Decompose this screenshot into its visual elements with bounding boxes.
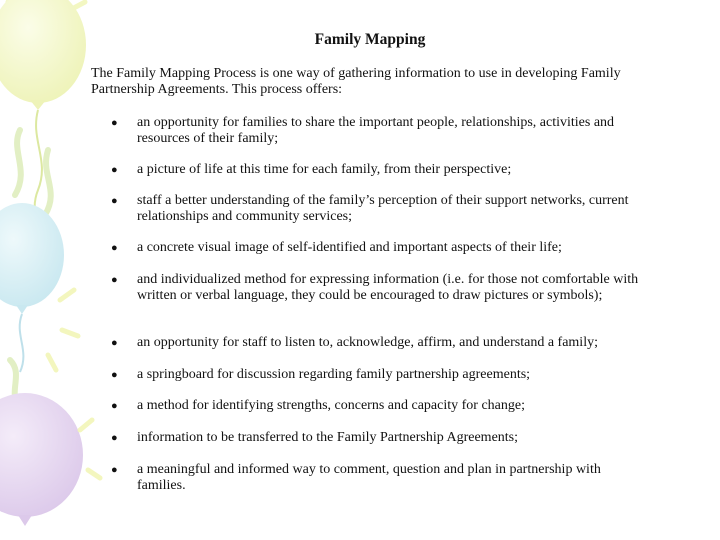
list-item — [111, 335, 651, 351]
bullet-text: a springboard for discussion regarding family partnership agreements; — [137, 367, 531, 382]
bullet-icon: ● — [111, 464, 118, 476]
bullet-text: a method for identifying strengths, concerns and capacity for change; — [137, 398, 525, 413]
bullet-icon: ● — [111, 337, 118, 349]
bullet-icon: ● — [111, 400, 118, 412]
list-item — [111, 430, 651, 446]
list-item — [111, 115, 651, 147]
bullet-icon: ● — [111, 369, 118, 381]
list-item — [111, 193, 651, 225]
bullet-text: and individualized method for expressing information (i.e. for those not comfortable with written or verbal language, they could be encouraged to draw pictures or symbols); — [137, 272, 639, 303]
bullet-text: staff a better understanding of the family’s perception of their support networks, current relationships and community services; — [137, 193, 629, 224]
list-item — [111, 398, 651, 414]
bullet-icon: ● — [111, 164, 118, 176]
page-title: Family Mapping — [314, 31, 426, 48]
list-item — [111, 240, 651, 256]
bullet-text: information to be transferred to the Family Partnership Agreements; — [137, 430, 519, 445]
list-item — [111, 462, 651, 494]
bullet-text: an opportunity for staff to listen to, acknowledge, affirm, and understand a family; — [137, 335, 598, 350]
bullet-icon: ● — [111, 242, 118, 254]
bullet-text: a picture of life at this time for each family, from their perspective; — [137, 162, 512, 177]
bullet-icon: ● — [111, 432, 118, 444]
bullet-text: a meaningful and informed way to comment, question and plan in partnership with families. — [137, 462, 601, 493]
list-item — [111, 367, 651, 383]
bullet-icon: ● — [111, 117, 118, 129]
bullet-icon: ● — [111, 195, 118, 207]
bullet-text: an opportunity for families to share the important people, relationships, activities and resources of their family; — [137, 115, 615, 146]
list-item — [111, 272, 651, 304]
intro-paragraph: The Family Mapping Process is one way of gathering information to use in developing Family Partnership Agreements. This process offers: — [91, 66, 621, 97]
list-item — [111, 162, 651, 178]
bullet-text: a concrete visual image of self-identified and important aspects of their life; — [137, 240, 562, 255]
bullet-icon: ● — [111, 274, 118, 286]
